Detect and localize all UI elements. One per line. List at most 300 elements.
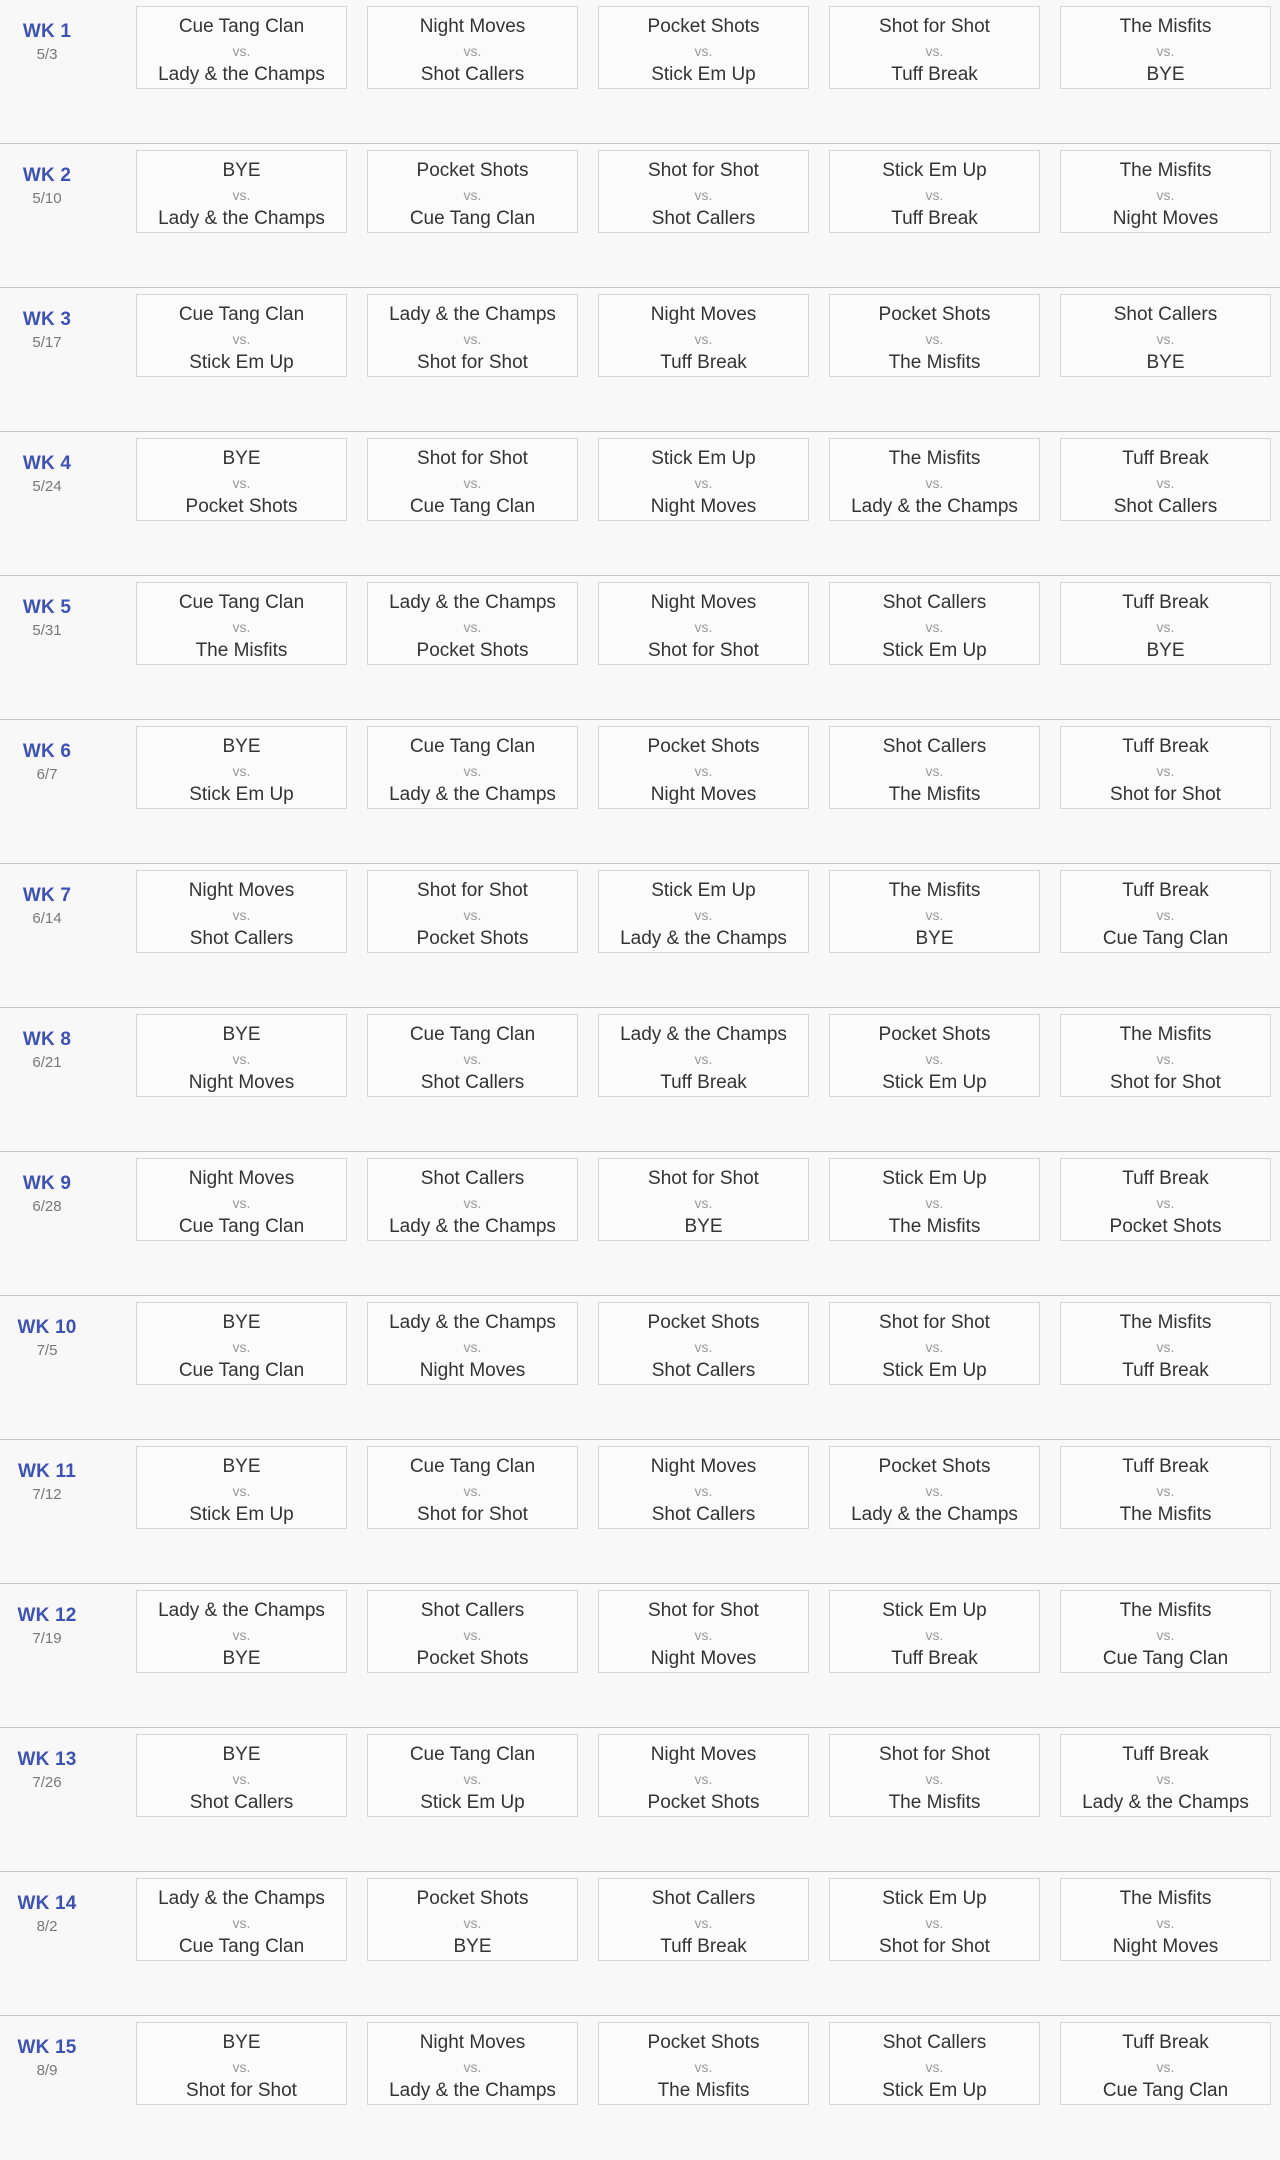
home-team: BYE xyxy=(222,2032,261,2053)
week-label xyxy=(0,1604,94,1649)
vs-label: vs. xyxy=(463,1771,482,1787)
home-team: BYE xyxy=(222,1744,261,1765)
home-team: Cue Tang Clan xyxy=(409,736,536,757)
away-team: Shot for Shot xyxy=(417,352,528,373)
week-label xyxy=(0,1316,94,1361)
vs-label: vs. xyxy=(925,1051,944,1067)
match-card[interactable] xyxy=(1060,582,1271,665)
week-label xyxy=(0,452,94,497)
home-team: Stick Em Up xyxy=(882,160,987,181)
match-card[interactable] xyxy=(1060,150,1271,233)
week-number: WK 15 xyxy=(17,2037,77,2058)
home-team: Night Moves xyxy=(650,304,757,325)
home-team: Pocket Shots xyxy=(416,1888,529,1909)
vs-label: vs. xyxy=(463,475,482,491)
away-team: Shot Callers xyxy=(189,1792,294,1813)
home-team: Stick Em Up xyxy=(882,1888,987,1909)
match-card[interactable] xyxy=(598,2022,809,2105)
vs-label: vs. xyxy=(232,1195,251,1211)
home-team: Pocket Shots xyxy=(878,304,991,325)
vs-label: vs. xyxy=(694,1195,713,1211)
match-card[interactable] xyxy=(367,6,578,89)
vs-label: vs. xyxy=(232,1915,251,1931)
vs-label: vs. xyxy=(1156,1627,1175,1643)
vs-label: vs. xyxy=(232,763,251,779)
home-team: Shot Callers xyxy=(882,2032,987,2053)
week-label xyxy=(0,164,94,209)
home-team: The Misfits xyxy=(1119,1024,1212,1045)
match-card[interactable] xyxy=(1060,1734,1271,1817)
vs-label: vs. xyxy=(1156,1483,1175,1499)
vs-label: vs. xyxy=(694,475,713,491)
match-card[interactable] xyxy=(1060,870,1271,953)
week-number: WK 10 xyxy=(17,1317,77,1338)
week-date: 7/5 xyxy=(36,1342,58,1359)
vs-label: vs. xyxy=(232,2059,251,2075)
home-team: BYE xyxy=(222,160,261,181)
match-card[interactable] xyxy=(598,438,809,521)
match-card[interactable] xyxy=(136,1878,347,1961)
week-label xyxy=(0,1172,94,1217)
vs-label: vs. xyxy=(1156,475,1175,491)
vs-label: vs. xyxy=(232,331,251,347)
match-card[interactable] xyxy=(136,294,347,377)
week-date: 7/12 xyxy=(32,1486,62,1503)
match-card[interactable] xyxy=(1060,2022,1271,2105)
match-card[interactable] xyxy=(1060,1014,1271,1097)
match-card[interactable] xyxy=(598,1302,809,1385)
vs-label: vs. xyxy=(925,1195,944,1211)
vs-label: vs. xyxy=(463,1915,482,1931)
vs-label: vs. xyxy=(232,1627,251,1643)
home-team: Tuff Break xyxy=(1122,1744,1209,1765)
week-label xyxy=(0,2036,94,2081)
away-team: The Misfits xyxy=(195,640,288,661)
match-card[interactable] xyxy=(136,1590,347,1673)
match-card[interactable] xyxy=(829,1302,1040,1385)
home-team: Night Moves xyxy=(419,2032,526,2053)
vs-label: vs. xyxy=(463,187,482,203)
home-team: Shot for Shot xyxy=(879,1312,990,1333)
vs-label: vs. xyxy=(925,763,944,779)
vs-label: vs. xyxy=(694,1771,713,1787)
match-card[interactable] xyxy=(1060,726,1271,809)
vs-label: vs. xyxy=(232,187,251,203)
vs-label: vs. xyxy=(1156,763,1175,779)
away-team: Night Moves xyxy=(1112,208,1219,229)
home-team: Shot for Shot xyxy=(417,880,528,901)
away-team: The Misfits xyxy=(888,352,981,373)
away-team: Night Moves xyxy=(419,1360,526,1381)
away-team: BYE xyxy=(453,1936,492,1957)
away-team: Cue Tang Clan xyxy=(1102,2080,1229,2101)
home-team: The Misfits xyxy=(1119,1312,1212,1333)
week-row xyxy=(0,144,1280,288)
away-team: BYE xyxy=(1146,352,1185,373)
home-team: The Misfits xyxy=(1119,160,1212,181)
week-date: 7/19 xyxy=(32,1630,62,1647)
away-team: Shot for Shot xyxy=(648,640,759,661)
match-card[interactable] xyxy=(367,2022,578,2105)
away-team: Lady & the Champs xyxy=(851,1504,1018,1525)
vs-label: vs. xyxy=(925,2059,944,2075)
away-team: Tuff Break xyxy=(660,1936,747,1957)
vs-label: vs. xyxy=(1156,1195,1175,1211)
vs-label: vs. xyxy=(694,1627,713,1643)
away-team: Lady & the Champs xyxy=(1082,1792,1249,1813)
week-row xyxy=(0,1440,1280,1584)
match-card[interactable] xyxy=(136,1302,347,1385)
home-team: Shot for Shot xyxy=(417,448,528,469)
away-team: Shot Callers xyxy=(189,928,294,949)
match-card[interactable] xyxy=(136,1446,347,1529)
home-team: Night Moves xyxy=(650,1456,757,1477)
home-team: Stick Em Up xyxy=(651,448,756,469)
vs-label: vs. xyxy=(1156,43,1175,59)
vs-label: vs. xyxy=(925,331,944,347)
away-team: Cue Tang Clan xyxy=(409,208,536,229)
away-team: Pocket Shots xyxy=(185,496,298,517)
away-team: Shot Callers xyxy=(651,1504,756,1525)
vs-label: vs. xyxy=(463,331,482,347)
away-team: Shot Callers xyxy=(651,208,756,229)
match-card[interactable] xyxy=(829,1734,1040,1817)
home-team: Tuff Break xyxy=(1122,736,1209,757)
week-label xyxy=(0,1892,94,1937)
match-card[interactable] xyxy=(367,1014,578,1097)
match-card[interactable] xyxy=(136,582,347,665)
vs-label: vs. xyxy=(463,1339,482,1355)
week-date: 5/24 xyxy=(32,478,62,495)
vs-label: vs. xyxy=(232,1771,251,1787)
vs-label: vs. xyxy=(463,2059,482,2075)
away-team: Shot Callers xyxy=(651,1360,756,1381)
match-card[interactable] xyxy=(1060,438,1271,521)
home-team: Cue Tang Clan xyxy=(178,304,305,325)
match-card[interactable] xyxy=(829,1590,1040,1673)
match-card[interactable] xyxy=(829,1446,1040,1529)
home-team: Shot Callers xyxy=(651,1888,756,1909)
away-team: Night Moves xyxy=(650,496,757,517)
match-card[interactable] xyxy=(598,294,809,377)
match-card[interactable] xyxy=(136,870,347,953)
vs-label: vs. xyxy=(1156,2059,1175,2075)
vs-label: vs. xyxy=(232,619,251,635)
home-team: Lady & the Champs xyxy=(620,1024,787,1045)
away-team: Stick Em Up xyxy=(882,640,987,661)
match-card[interactable] xyxy=(367,1734,578,1817)
away-team: BYE xyxy=(1146,640,1185,661)
match-card[interactable] xyxy=(367,870,578,953)
away-team: Night Moves xyxy=(650,784,757,805)
match-card[interactable] xyxy=(136,1158,347,1241)
away-team: The Misfits xyxy=(888,1792,981,1813)
home-team: Night Moves xyxy=(419,16,526,37)
match-card[interactable] xyxy=(829,726,1040,809)
away-team: Lady & the Champs xyxy=(389,1216,556,1237)
away-team: Cue Tang Clan xyxy=(178,1360,305,1381)
match-card[interactable] xyxy=(598,726,809,809)
away-team: The Misfits xyxy=(888,784,981,805)
match-card[interactable] xyxy=(136,150,347,233)
away-team: Cue Tang Clan xyxy=(178,1216,305,1237)
match-card[interactable] xyxy=(829,2022,1040,2105)
home-team: Pocket Shots xyxy=(647,736,760,757)
match-card[interactable] xyxy=(367,1302,578,1385)
match-card[interactable] xyxy=(136,438,347,521)
vs-label: vs. xyxy=(694,331,713,347)
home-team: The Misfits xyxy=(1119,16,1212,37)
away-team: Shot Callers xyxy=(420,1072,525,1093)
week-label xyxy=(0,596,94,641)
home-team: Night Moves xyxy=(650,1744,757,1765)
vs-label: vs. xyxy=(463,1195,482,1211)
home-team: Lady & the Champs xyxy=(158,1888,325,1909)
vs-label: vs. xyxy=(232,475,251,491)
match-card[interactable] xyxy=(829,6,1040,89)
match-card[interactable] xyxy=(367,1878,578,1961)
away-team: Tuff Break xyxy=(660,352,747,373)
week-date: 7/26 xyxy=(32,1774,62,1791)
home-team: Shot Callers xyxy=(1113,304,1218,325)
week-date: 5/10 xyxy=(32,190,62,207)
match-card[interactable] xyxy=(829,294,1040,377)
home-team: Night Moves xyxy=(650,592,757,613)
vs-label: vs. xyxy=(694,187,713,203)
week-row xyxy=(0,864,1280,1008)
match-card[interactable] xyxy=(367,1446,578,1529)
match-card[interactable] xyxy=(598,150,809,233)
match-card[interactable] xyxy=(136,2022,347,2105)
match-card[interactable] xyxy=(1060,294,1271,377)
home-team: Stick Em Up xyxy=(651,880,756,901)
vs-label: vs. xyxy=(463,763,482,779)
away-team: Lady & the Champs xyxy=(158,208,325,229)
home-team: Night Moves xyxy=(188,880,295,901)
week-date: 6/7 xyxy=(36,766,58,783)
home-team: Stick Em Up xyxy=(882,1168,987,1189)
week-row xyxy=(0,432,1280,576)
away-team: Stick Em Up xyxy=(882,1360,987,1381)
away-team: Stick Em Up xyxy=(189,352,294,373)
week-date: 6/14 xyxy=(32,910,62,927)
vs-label: vs. xyxy=(463,1051,482,1067)
match-card[interactable] xyxy=(1060,1878,1271,1961)
away-team: Pocket Shots xyxy=(416,928,529,949)
home-team: Pocket Shots xyxy=(878,1024,991,1045)
away-team: Tuff Break xyxy=(891,1648,978,1669)
vs-label: vs. xyxy=(694,1051,713,1067)
vs-label: vs. xyxy=(925,187,944,203)
match-card[interactable] xyxy=(1060,1158,1271,1241)
home-team: Tuff Break xyxy=(1122,880,1209,901)
match-card[interactable] xyxy=(829,1014,1040,1097)
away-team: Shot for Shot xyxy=(1110,784,1221,805)
match-card[interactable] xyxy=(598,870,809,953)
week-date: 5/3 xyxy=(36,46,58,63)
away-team: Stick Em Up xyxy=(420,1792,525,1813)
away-team: Stick Em Up xyxy=(882,1072,987,1093)
match-card[interactable] xyxy=(367,726,578,809)
match-card[interactable] xyxy=(1060,6,1271,89)
away-team: Tuff Break xyxy=(1122,1360,1209,1381)
home-team: Tuff Break xyxy=(1122,1456,1209,1477)
match-card[interactable] xyxy=(829,1158,1040,1241)
vs-label: vs. xyxy=(463,1483,482,1499)
home-team: Night Moves xyxy=(188,1168,295,1189)
away-team: Pocket Shots xyxy=(416,1648,529,1669)
home-team: Shot Callers xyxy=(882,736,987,757)
vs-label: vs. xyxy=(1156,1339,1175,1355)
home-team: BYE xyxy=(222,448,261,469)
match-card[interactable] xyxy=(1060,1446,1271,1529)
week-row xyxy=(0,1152,1280,1296)
week-date: 6/21 xyxy=(32,1054,62,1071)
match-card[interactable] xyxy=(829,870,1040,953)
week-date: 6/28 xyxy=(32,1198,62,1215)
home-team: Stick Em Up xyxy=(882,1600,987,1621)
week-number: WK 2 xyxy=(22,165,72,186)
week-number: WK 11 xyxy=(17,1461,77,1482)
vs-label: vs. xyxy=(232,907,251,923)
home-team: Pocket Shots xyxy=(878,1456,991,1477)
vs-label: vs. xyxy=(694,1483,713,1499)
away-team: Pocket Shots xyxy=(416,640,529,661)
match-card[interactable] xyxy=(367,1158,578,1241)
match-card[interactable] xyxy=(598,1878,809,1961)
week-label xyxy=(0,1460,94,1505)
match-card[interactable] xyxy=(598,1446,809,1529)
week-row xyxy=(0,288,1280,432)
match-card[interactable] xyxy=(367,582,578,665)
week-row xyxy=(0,1296,1280,1440)
week-row xyxy=(0,1728,1280,1872)
match-card[interactable] xyxy=(829,150,1040,233)
week-number: WK 12 xyxy=(17,1605,77,1626)
away-team: Shot Callers xyxy=(1113,496,1218,517)
match-card[interactable] xyxy=(1060,1590,1271,1673)
match-card[interactable] xyxy=(136,1014,347,1097)
away-team: Cue Tang Clan xyxy=(178,1936,305,1957)
vs-label: vs. xyxy=(232,1339,251,1355)
week-label xyxy=(0,308,94,353)
away-team: BYE xyxy=(684,1216,723,1237)
home-team: BYE xyxy=(222,1456,261,1477)
home-team: Pocket Shots xyxy=(647,1312,760,1333)
week-label xyxy=(0,1028,94,1073)
week-number: WK 9 xyxy=(22,1173,72,1194)
home-team: Cue Tang Clan xyxy=(409,1024,536,1045)
match-card[interactable] xyxy=(1060,1302,1271,1385)
week-number: WK 6 xyxy=(22,741,72,762)
match-card[interactable] xyxy=(598,1158,809,1241)
vs-label: vs. xyxy=(694,43,713,59)
away-team: Cue Tang Clan xyxy=(1102,928,1229,949)
week-number: WK 3 xyxy=(22,309,72,330)
away-team: Lady & the Champs xyxy=(851,496,1018,517)
match-card[interactable] xyxy=(598,6,809,89)
match-card[interactable] xyxy=(136,1734,347,1817)
vs-label: vs. xyxy=(1156,1051,1175,1067)
vs-label: vs. xyxy=(232,43,251,59)
match-card[interactable] xyxy=(136,6,347,89)
vs-label: vs. xyxy=(694,1915,713,1931)
away-team: Tuff Break xyxy=(891,64,978,85)
match-card[interactable] xyxy=(829,582,1040,665)
vs-label: vs. xyxy=(925,907,944,923)
vs-label: vs. xyxy=(925,619,944,635)
match-card[interactable] xyxy=(829,438,1040,521)
home-team: The Misfits xyxy=(1119,1600,1212,1621)
away-team: Night Moves xyxy=(1112,1936,1219,1957)
match-card[interactable] xyxy=(367,1590,578,1673)
week-label xyxy=(0,1748,94,1793)
week-number: WK 14 xyxy=(17,1893,77,1914)
vs-label: vs. xyxy=(232,1051,251,1067)
home-team: Cue Tang Clan xyxy=(409,1744,536,1765)
home-team: Tuff Break xyxy=(1122,592,1209,613)
week-label xyxy=(0,20,94,65)
vs-label: vs. xyxy=(694,907,713,923)
match-card[interactable] xyxy=(598,1734,809,1817)
week-number: WK 8 xyxy=(22,1029,72,1050)
home-team: Pocket Shots xyxy=(647,16,760,37)
home-team: Lady & the Champs xyxy=(389,592,556,613)
away-team: Lady & the Champs xyxy=(620,928,787,949)
week-number: WK 7 xyxy=(22,885,72,906)
week-date: 5/31 xyxy=(32,622,62,639)
week-row xyxy=(0,576,1280,720)
match-card[interactable] xyxy=(829,1878,1040,1961)
match-card[interactable] xyxy=(367,438,578,521)
away-team: Shot for Shot xyxy=(879,1936,990,1957)
match-card[interactable] xyxy=(598,1590,809,1673)
match-card[interactable] xyxy=(136,726,347,809)
vs-label: vs. xyxy=(1156,1771,1175,1787)
away-team: Pocket Shots xyxy=(1109,1216,1222,1237)
away-team: Stick Em Up xyxy=(651,64,756,85)
vs-label: vs. xyxy=(694,763,713,779)
match-card[interactable] xyxy=(367,150,578,233)
vs-label: vs. xyxy=(925,1627,944,1643)
home-team: Tuff Break xyxy=(1122,1168,1209,1189)
home-team: BYE xyxy=(222,736,261,757)
vs-label: vs. xyxy=(925,1483,944,1499)
vs-label: vs. xyxy=(1156,907,1175,923)
home-team: Shot for Shot xyxy=(648,1168,759,1189)
away-team: Shot for Shot xyxy=(186,2080,297,2101)
away-team: Shot for Shot xyxy=(417,1504,528,1525)
match-card[interactable] xyxy=(598,582,809,665)
away-team: Stick Em Up xyxy=(882,2080,987,2101)
vs-label: vs. xyxy=(1156,619,1175,635)
week-date: 8/9 xyxy=(36,2062,58,2079)
vs-label: vs. xyxy=(1156,1915,1175,1931)
match-card[interactable] xyxy=(367,294,578,377)
match-card[interactable] xyxy=(598,1014,809,1097)
away-team: The Misfits xyxy=(888,1216,981,1237)
week-row xyxy=(0,0,1280,144)
away-team: Cue Tang Clan xyxy=(409,496,536,517)
home-team: BYE xyxy=(222,1024,261,1045)
vs-label: vs. xyxy=(463,907,482,923)
home-team: The Misfits xyxy=(888,448,981,469)
week-row xyxy=(0,720,1280,864)
home-team: Lady & the Champs xyxy=(158,1600,325,1621)
vs-label: vs. xyxy=(925,1339,944,1355)
week-number: WK 13 xyxy=(17,1749,77,1770)
vs-label: vs. xyxy=(925,43,944,59)
